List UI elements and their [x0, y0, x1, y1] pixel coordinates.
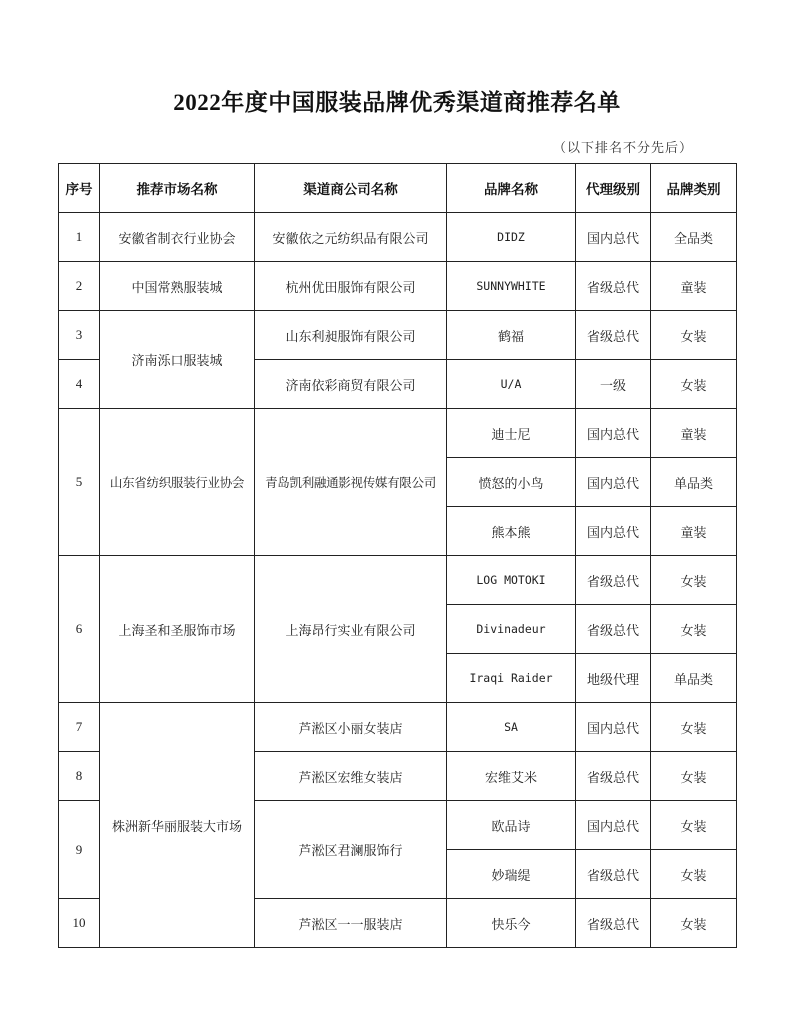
cell-category: 女装: [651, 801, 737, 850]
cell-level: 国内总代: [576, 409, 651, 458]
cell-level: 省级总代: [576, 899, 651, 948]
cell-category: 女装: [651, 605, 737, 654]
cell-no: 3: [59, 311, 100, 360]
cell-level: 地级代理: [576, 654, 651, 703]
cell-brand: 宏维艾米: [447, 752, 576, 801]
cell-brand: 妙瑞缇: [447, 850, 576, 899]
cell-no: 9: [59, 801, 100, 899]
cell-no: 7: [59, 703, 100, 752]
cell-category: 女装: [651, 703, 737, 752]
cell-brand: LOG MOTOKI: [447, 556, 576, 605]
cell-category: 女装: [651, 311, 737, 360]
cell-level: 省级总代: [576, 850, 651, 899]
cell-no: 4: [59, 360, 100, 409]
cell-category: 童装: [651, 262, 737, 311]
cell-level: 一级: [576, 360, 651, 409]
cell-no: 10: [59, 899, 100, 948]
cell-brand: 快乐今: [447, 899, 576, 948]
cell-category: 单品类: [651, 654, 737, 703]
cell-brand: Iraqi Raider: [447, 654, 576, 703]
cell-brand: 欧品诗: [447, 801, 576, 850]
cell-company: 芦淞区小丽女装店: [255, 703, 447, 752]
cell-brand: 鹤福: [447, 311, 576, 360]
cell-level: 国内总代: [576, 458, 651, 507]
cell-category: 女装: [651, 360, 737, 409]
header-category: 品牌类别: [651, 164, 737, 213]
cell-level: 国内总代: [576, 213, 651, 262]
cell-company: 杭州优田服饰有限公司: [255, 262, 447, 311]
cell-brand: SUNNYWHITE: [447, 262, 576, 311]
cell-level: 省级总代: [576, 311, 651, 360]
cell-company: 青岛凯利融通影视传媒有限公司: [255, 409, 447, 556]
cell-market: 株洲新华丽服装大市场: [100, 703, 255, 948]
channel-dealer-table: [58, 163, 737, 948]
table-row: [59, 703, 737, 752]
cell-category: 童装: [651, 507, 737, 556]
ranking-note: （以下排名不分先后）: [553, 141, 694, 156]
cell-market: 济南泺口服装城: [100, 311, 255, 409]
cell-brand: U/A: [447, 360, 576, 409]
cell-company: 芦淞区一一服装店: [255, 899, 447, 948]
cell-level: 国内总代: [576, 801, 651, 850]
cell-category: 女装: [651, 899, 737, 948]
table-row: [59, 311, 737, 360]
table-row: [59, 213, 737, 262]
cell-category: 单品类: [651, 458, 737, 507]
table-row: [59, 556, 737, 605]
cell-market: 中国常熟服装城: [100, 262, 255, 311]
cell-company: 芦淞区君澜服饰行: [255, 801, 447, 899]
cell-brand: 迪士尼: [447, 409, 576, 458]
cell-market: 山东省纺织服装行业协会: [100, 409, 255, 556]
cell-no: 6: [59, 556, 100, 703]
cell-brand: SA: [447, 703, 576, 752]
cell-level: 省级总代: [576, 605, 651, 654]
cell-level: 国内总代: [576, 703, 651, 752]
cell-no: 1: [59, 213, 100, 262]
cell-brand: Divinadeur: [447, 605, 576, 654]
cell-company: 芦淞区宏维女装店: [255, 752, 447, 801]
cell-company: 安徽依之元纺织品有限公司: [255, 213, 447, 262]
cell-level: 省级总代: [576, 262, 651, 311]
cell-category: 女装: [651, 850, 737, 899]
cell-company: 济南依彩商贸有限公司: [255, 360, 447, 409]
table-row: [59, 262, 737, 311]
cell-company: 上海昂行实业有限公司: [255, 556, 447, 703]
table-row: [59, 409, 737, 458]
cell-category: 女装: [651, 556, 737, 605]
cell-category: 女装: [651, 752, 737, 801]
header-company: 渠道商公司名称: [255, 164, 447, 213]
cell-level: 国内总代: [576, 507, 651, 556]
table-header-row: [59, 164, 737, 213]
cell-level: 省级总代: [576, 752, 651, 801]
header-level: 代理级别: [576, 164, 651, 213]
cell-brand: 愤怒的小鸟: [447, 458, 576, 507]
cell-no: 2: [59, 262, 100, 311]
cell-category: 全品类: [651, 213, 737, 262]
cell-market: 上海圣和圣服饰市场: [100, 556, 255, 703]
document-title: 2022年度中国服装品牌优秀渠道商推荐名单: [173, 90, 621, 115]
cell-brand: DIDZ: [447, 213, 576, 262]
cell-no: 8: [59, 752, 100, 801]
cell-no: 5: [59, 409, 100, 556]
cell-category: 童装: [651, 409, 737, 458]
cell-level: 省级总代: [576, 556, 651, 605]
cell-market: 安徽省制衣行业协会: [100, 213, 255, 262]
header-no: 序号: [59, 164, 100, 213]
header-brand: 品牌名称: [447, 164, 576, 213]
header-market: 推荐市场名称: [100, 164, 255, 213]
cell-brand: 熊本熊: [447, 507, 576, 556]
cell-company: 山东利昶服饰有限公司: [255, 311, 447, 360]
